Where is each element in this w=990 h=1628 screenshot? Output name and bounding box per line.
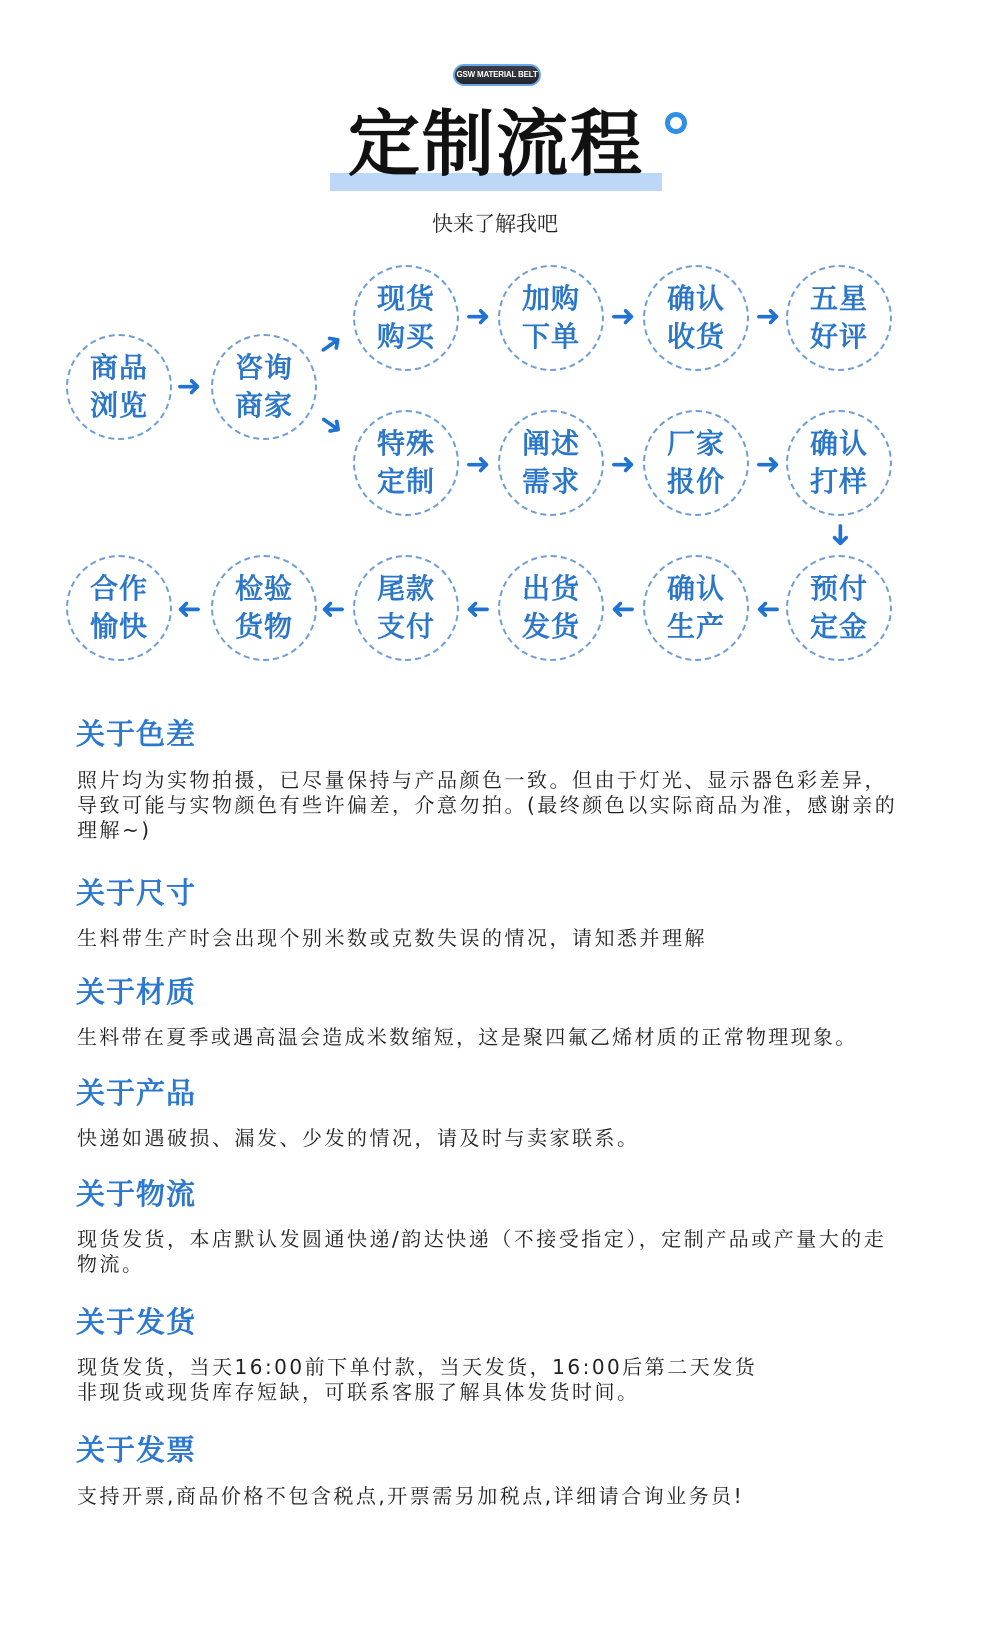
step-consult	[211, 334, 317, 440]
step-label: 预付定金	[809, 572, 868, 643]
step-five-star-review	[786, 265, 892, 371]
step-label: 厂家报价	[666, 427, 725, 498]
step-confirm-sample	[786, 410, 892, 516]
section-heading-size: 关于尺寸	[76, 876, 197, 910]
arrow-left-icon: ➜	[320, 592, 346, 627]
section-text-invoice: 支持开票,商品价格不包含税点,开票需另加税点,详细请合询业务员!	[77, 1484, 745, 1508]
section-heading-material: 关于材质	[76, 975, 197, 1009]
step-label: 尾款支付	[376, 572, 435, 643]
section-heading-color: 关于色差	[76, 717, 197, 751]
arrow-right-icon: ➜	[465, 447, 491, 482]
section-text-shipping-2: 非现货或现货库存短缺，可联系客服了解具体发货时间。	[77, 1380, 640, 1404]
step-inspect-goods	[211, 555, 317, 661]
arrow-right-icon: ➜	[610, 447, 636, 482]
section-text-shipping: 现货发货，当天16:00前下单付款，当天发货，16:00后第二天发货	[77, 1355, 758, 1379]
step-deposit	[786, 555, 892, 661]
step-final-payment	[353, 555, 459, 661]
brand-badge: GSW MATERIAL BELT	[453, 64, 541, 86]
arrow-right-icon: ➜	[755, 299, 781, 334]
step-label: 确认收货	[666, 282, 725, 353]
arrow-down-icon: ➜	[823, 522, 858, 548]
step-add-order	[498, 265, 604, 371]
section-heading-shipping: 关于发货	[76, 1305, 197, 1339]
page-subtitle: 快来了解我吧	[432, 212, 558, 236]
step-label: 阐述需求	[521, 427, 580, 498]
step-label: 确认生产	[666, 572, 725, 643]
step-label: 合作愉快	[89, 572, 148, 643]
step-label: 特殊定制	[376, 427, 435, 498]
step-label: 确认打样	[809, 427, 868, 498]
step-special-custom	[353, 410, 459, 516]
section-text-size: 生料带生产时会出现个别米数或克数失误的情况，请知悉并理解	[77, 926, 707, 950]
step-factory-quote	[643, 410, 749, 516]
arrow-down-right-icon: ➜	[310, 403, 352, 447]
step-confirm-receipt	[643, 265, 749, 371]
step-stock-purchase	[353, 265, 459, 371]
section-text-material: 生料带在夏季或遇高温会造成米数缩短，这是聚四氟乙烯材质的正常物理现象。	[77, 1025, 858, 1049]
section-text-product: 快递如遇破损、漏发、少发的情况，请及时与卖家联系。	[77, 1126, 640, 1150]
section-heading-logistics: 关于物流	[76, 1177, 197, 1211]
arrow-left-icon: ➜	[755, 592, 781, 627]
step-label: 现货购买	[376, 282, 435, 353]
section-text-logistics: 现货发货，本店默认发圆通快递/韵达快递（不接受指定），定制产品或产量大的走物流。	[77, 1227, 887, 1276]
section-heading-invoice: 关于发票	[76, 1433, 197, 1467]
arrow-right-icon: ➜	[755, 447, 781, 482]
step-browse	[66, 334, 172, 440]
arrow-up-right-icon: ➜	[310, 323, 352, 367]
step-confirm-production	[643, 555, 749, 661]
arrow-right-icon: ➜	[465, 299, 491, 334]
step-cooperation-done	[66, 555, 172, 661]
arrow-right-icon: ➜	[610, 299, 636, 334]
arrow-left-icon: ➜	[176, 592, 202, 627]
step-label: 咨询商家	[234, 351, 293, 422]
step-label: 检验货物	[234, 572, 293, 643]
step-explain-needs	[498, 410, 604, 516]
page-title: 定制流程	[347, 102, 644, 186]
step-label: 五星好评	[809, 282, 868, 353]
step-label: 出货发货	[521, 572, 580, 643]
arrow-left-icon: ➜	[465, 592, 491, 627]
step-label: 加购下单	[521, 282, 580, 353]
section-heading-product: 关于产品	[76, 1076, 197, 1110]
title-dot-decoration	[665, 112, 687, 134]
arrow-right-icon: ➜	[176, 369, 202, 404]
arrow-left-icon: ➜	[610, 592, 636, 627]
step-shipping	[498, 555, 604, 661]
section-text-color: 照片均为实物拍摄，已尽量保持与产品颜色一致。但由于灯光、显示器色彩差异，导致可能与实物颜色有些许偏差，介意勿拍。(最终颜色以实际商品为准，感谢亲的理解~)	[77, 768, 898, 842]
step-label: 商品浏览	[89, 351, 148, 422]
